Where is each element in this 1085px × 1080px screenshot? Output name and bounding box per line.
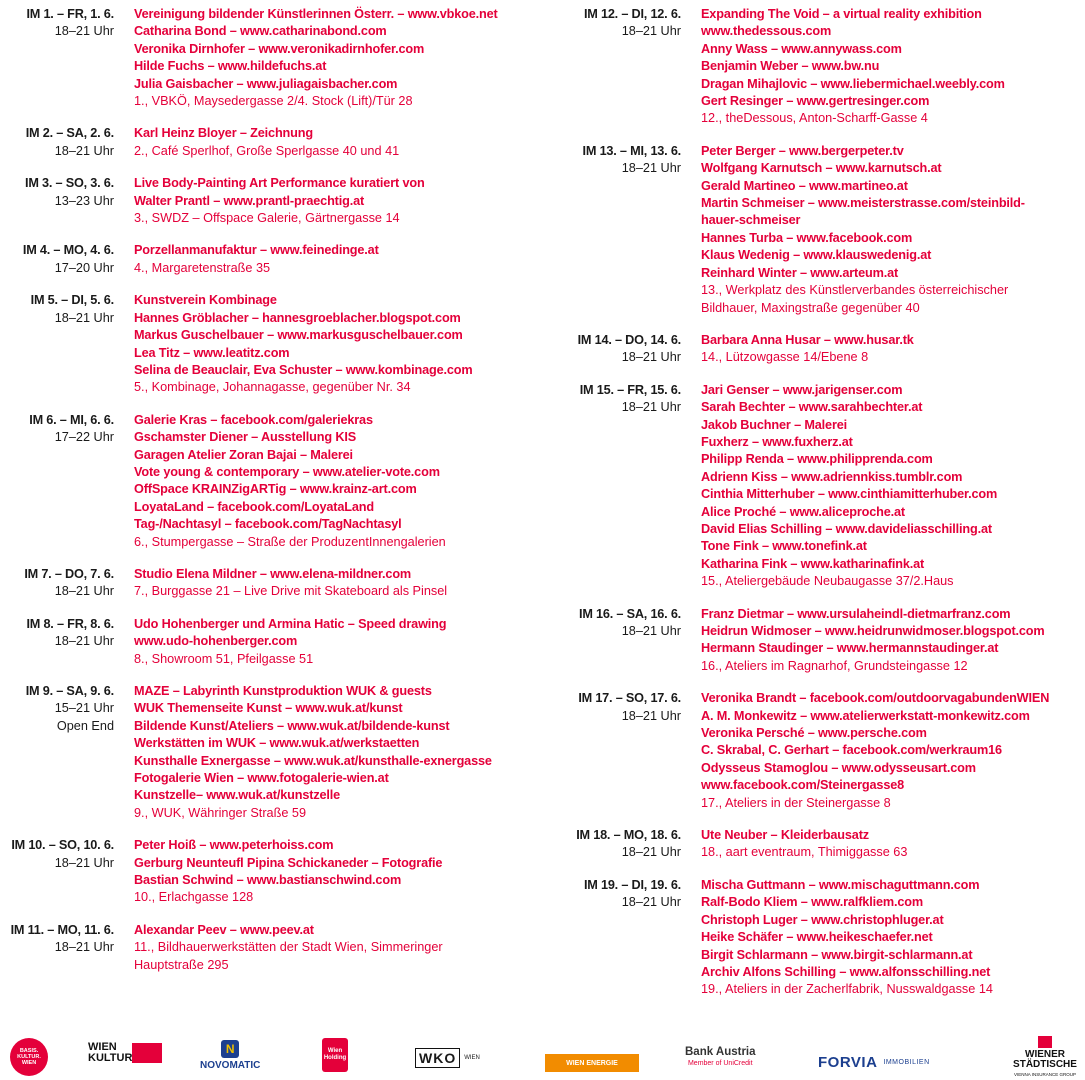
artist-line: Archiv Alfons Schilling – www.alfonsschilling.net — [701, 964, 991, 979]
artist-line: Garagen Atelier Zoran Bajai – Malerei — [134, 447, 353, 462]
event-time: 18–21 Uhr — [621, 400, 681, 415]
wien-kultur-logo: WIEN KULTUR — [88, 1042, 162, 1064]
event-date-block — [555, 877, 701, 999]
event-time: 18–21 Uhr — [621, 895, 681, 910]
artist-line: Veronika Dirnhofer – www.veronikadirnhofer.com — [134, 41, 425, 56]
artist-line: Katharina Fink – www.katharinafink.at — [701, 556, 925, 571]
artist-line: Sarah Bechter – www.sarahbechter.at — [701, 400, 923, 415]
artist-line: Gschamster Diener – Ausstellung KIS — [134, 430, 357, 445]
artist-line: Gert Resinger – www.gertresinger.com — [701, 94, 930, 109]
event-location: 3., SWDZ – Offspace Galerie, Gärtnergasse 14 — [134, 211, 400, 226]
event-date: IM 19. – DI, 19. 6. — [583, 877, 681, 892]
event-info — [701, 606, 1080, 676]
event-date-block — [0, 412, 134, 551]
wien-energie-logo: WIEN ENERGIE — [545, 1054, 639, 1072]
artist-line: Alice Proché – www.aliceproche.at — [701, 504, 906, 519]
event-date-block — [0, 6, 134, 110]
artist-line: www.thedessous.com — [701, 24, 832, 39]
event-time: 18–21 Uhr — [621, 24, 681, 39]
event-date-block — [0, 125, 134, 160]
event-location: 17., Ateliers in der Steinergasse 8 — [701, 795, 891, 810]
event-date-block — [0, 566, 134, 601]
event-date: IM 2. – SA, 2. 6. — [25, 126, 114, 141]
event-time: 18–21 Uhr — [54, 855, 114, 870]
artist-line: Benjamin Weber – www.bw.nu — [701, 59, 880, 74]
event-date: IM 1. – FR, 1. 6. — [26, 7, 114, 21]
artist-line: www.udo-hohenberger.com — [134, 634, 298, 649]
event-date: IM 7. – DO, 7. 6. — [24, 566, 114, 581]
event-location: Bildhauer, Maxingstraße gegenüber 40 — [701, 300, 920, 315]
event-date-block — [0, 683, 134, 822]
artist-line: MAZE – Labyrinth Kunstproduktion WUK & guests — [134, 684, 432, 698]
artist-line: Karl Heinz Bloyer – Zeichnung — [134, 126, 313, 141]
wiener-staedtische-shield-icon — [1038, 1036, 1052, 1048]
artist-line: Bildende Kunst/Ateliers – www.wuk.at/bildende-kunst — [134, 718, 450, 733]
event-date-block — [555, 827, 701, 862]
artist-line: Live Body-Painting Art Performance kuratiert von — [134, 176, 425, 191]
artist-line: Ralf-Bodo Kliem – www.ralfkliem.com — [701, 895, 923, 910]
event-date: IM 13. – MI, 13. 6. — [582, 143, 681, 158]
event-time-extra: Open End — [56, 718, 114, 733]
artist-line: Studio Elena Mildner – www.elena-mildner.com — [134, 566, 412, 581]
event-info — [134, 616, 535, 668]
novomatic-badge-icon: N — [221, 1040, 239, 1058]
artist-line: Dragan Mihajlovic – www.liebermichael.weebly.com — [701, 76, 1005, 91]
event-info — [701, 382, 1080, 591]
artist-line: Mischa Guttmann – www.mischaguttmann.com — [701, 877, 980, 892]
event-location: 14., Lützowgasse 14/Ebene 8 — [701, 350, 869, 365]
event-date: IM 9. – SA, 9. 6. — [25, 684, 114, 698]
event-info — [134, 837, 535, 907]
event-entry — [0, 616, 535, 668]
event-info — [134, 566, 535, 601]
artist-line: Galerie Kras – facebook.com/galeriekras — [134, 412, 373, 427]
artist-line: Veronika Brandt – facebook.com/outdoorvagabundenWIEN — [701, 691, 1050, 706]
event-time: 18–21 Uhr — [621, 161, 681, 176]
event-location: 6., Stumpergasse – Straße der ProduzentInnengalerien — [134, 534, 446, 549]
event-date: IM 3. – SO, 3. 6. — [25, 176, 114, 191]
artist-line: A. M. Monkewitz – www.atelierwerkstatt-monkewitz.com — [701, 708, 1030, 723]
event-date: IM 14. – DO, 14. 6. — [577, 332, 681, 347]
event-date-block — [0, 175, 134, 227]
artist-line: Vote young & contemporary – www.atelier-vote.com — [134, 464, 440, 479]
event-entry — [0, 566, 535, 601]
event-date-block — [555, 690, 701, 812]
artist-line: LoyataLand – facebook.com/LoyataLand — [134, 499, 374, 514]
artist-line: Udo Hohenberger und Armina Hatic – Speed drawing — [134, 616, 447, 631]
artist-line: Hannes Turba – www.facebook.com — [701, 230, 913, 245]
event-time: 17–20 Uhr — [54, 260, 114, 275]
event-info — [701, 332, 1080, 367]
bank-austria-logo: Bank Austria Member of UniCredit — [685, 1046, 756, 1067]
event-date: IM 16. – SA, 16. 6. — [579, 606, 681, 621]
event-date-block — [0, 616, 134, 668]
artist-line: Kunstzelle– www.wuk.at/kunstzelle — [134, 788, 341, 803]
event-time: 18–21 Uhr — [54, 143, 114, 158]
event-time: 18–21 Uhr — [54, 310, 114, 325]
event-time: 18–21 Uhr — [621, 845, 681, 860]
artist-line: Gerald Martineo – www.martineo.at — [701, 178, 908, 193]
artist-line: Peter Hoiß – www.peterhoiss.com — [134, 838, 334, 853]
artist-line: Gerburg Neunteufl Pipina Schickaneder – Fotografie — [134, 855, 443, 870]
event-entry — [0, 125, 535, 160]
event-entry — [555, 877, 1080, 999]
event-entry — [555, 6, 1080, 128]
artist-line: Hannes Gröblacher – hannesgroeblacher.blogspot.com — [134, 310, 461, 325]
event-date-block — [0, 837, 134, 907]
event-location: 2., Café Sperlhof, Große Sperlgasse 40 und 41 — [134, 143, 400, 158]
artist-line: Kunstverein Kombinage — [134, 293, 277, 308]
event-date-block — [555, 332, 701, 367]
event-time: 18–21 Uhr — [621, 350, 681, 365]
event-info — [701, 690, 1080, 812]
event-time: 18–21 Uhr — [621, 624, 681, 638]
event-date-block — [0, 242, 134, 277]
event-location: 15., Ateliergebäude Neubaugasse 37/2.Haus — [701, 574, 954, 589]
schedule-left-column — [0, 6, 535, 989]
event-info — [134, 292, 535, 396]
artist-line: Birgit Schlarmann – www.birgit-schlarmann.at — [701, 947, 973, 962]
artist-line: Expanding The Void – a virtual reality exhibition — [701, 7, 982, 21]
artist-line: Wolfgang Karnutsch – www.karnutsch.at — [701, 161, 942, 176]
event-date: IM 12. – DI, 12. 6. — [583, 7, 681, 21]
event-location: 18., aart eventraum, Thimiggasse 63 — [701, 845, 908, 860]
event-entry — [0, 292, 535, 396]
artist-line: Catharina Bond – www.catharinabond.com — [134, 24, 387, 39]
event-entry — [555, 332, 1080, 367]
artist-line: Hilde Fuchs – www.hildefuchs.at — [134, 59, 327, 74]
event-date: IM 17. – SO, 17. 6. — [578, 691, 681, 706]
artist-line: Vereinigung bildender Künstlerinnen Österr. – www.vbkoe.net — [134, 7, 498, 21]
event-location: 12., theDessous, Anton-Scharff-Gasse 4 — [701, 111, 928, 126]
event-date: IM 15. – FR, 15. 6. — [579, 382, 681, 397]
event-entry — [0, 683, 535, 822]
event-info — [701, 827, 1080, 862]
event-date: IM 8. – FR, 8. 6. — [26, 616, 114, 631]
artist-line: Barbara Anna Husar – www.husar.tk — [701, 332, 914, 347]
artist-line: Philipp Renda – www.philipprenda.com — [701, 452, 933, 467]
artist-line: Christoph Luger – www.christophluger.at — [701, 912, 944, 927]
event-info — [134, 412, 535, 551]
event-time: 13–23 Uhr — [54, 193, 114, 208]
event-location: 13., Werkplatz des Künstlerverbandes österreichischer — [701, 283, 1009, 298]
artist-line: Heidrun Widmoser – www.heidrunwidmoser.blogspot.com — [701, 624, 1045, 638]
artist-line: Porzellanmanufaktur – www.feinedinge.at — [134, 243, 379, 258]
artist-line: Kunsthalle Exnergasse – www.wuk.at/kunsthalle-exnergasse — [134, 753, 492, 768]
artist-line: Ute Neuber – Kleiderbausatz — [701, 828, 869, 843]
artist-line: Anny Wass – www.annywass.com — [701, 41, 902, 56]
event-entry — [0, 837, 535, 907]
event-entry — [555, 143, 1080, 317]
event-location: 9., WUK, Währinger Straße 59 — [134, 805, 307, 820]
event-date: IM 4. – MO, 4. 6. — [22, 243, 114, 258]
event-info — [134, 6, 535, 110]
event-date-block — [555, 606, 701, 676]
artist-line: C. Skrabal, C. Gerhart – facebook.com/werkraum16 — [701, 743, 1002, 758]
event-date-block — [0, 292, 134, 396]
artist-line: Hermann Staudinger – www.hermannstaudinger.at — [701, 641, 999, 656]
event-location: 11., Bildhauerwerkstätten der Stadt Wien, Simmeringer — [134, 940, 443, 955]
artist-line: Heike Schäfer – www.heikeschaefer.net — [701, 930, 933, 945]
artist-line: WUK Themenseite Kunst – www.wuk.at/kunst — [134, 701, 403, 716]
event-info — [701, 143, 1080, 317]
artist-line: Reinhard Winter – www.arteum.at — [701, 265, 899, 280]
artist-line: Veronika Persché – www.persche.com — [701, 726, 927, 741]
artist-line: Julia Gaisbacher – www.juliagaisbacher.com — [134, 76, 398, 91]
artist-line: Klaus Wedenig – www.klauswedenig.at — [701, 248, 932, 263]
event-entry — [0, 412, 535, 551]
wko-logo: WKO WIEN — [415, 1048, 480, 1068]
event-time: 18–21 Uhr — [54, 24, 114, 39]
event-location: 10., Erlachgasse 128 — [134, 890, 254, 905]
event-date-block — [555, 143, 701, 317]
artist-line: OffSpace KRAINZigARTig – www.krainz-art.com — [134, 482, 417, 497]
artist-line: Odysseus Stamoglou – www.odysseusart.com — [701, 760, 976, 775]
event-location: 5., Kombinage, Johannagasse, gegenüber Nr. 34 — [134, 380, 411, 395]
artist-line: Fuxherz – www.fuxherz.at — [701, 434, 853, 449]
event-date-block — [0, 922, 134, 974]
event-time: 18–21 Uhr — [54, 940, 114, 955]
artist-line: David Elias Schilling – www.davideliasschilling.at — [701, 521, 992, 536]
event-location: Hauptstraße 295 — [134, 957, 229, 972]
event-entry — [555, 827, 1080, 862]
event-date: IM 18. – MO, 18. 6. — [576, 828, 681, 843]
event-info — [701, 6, 1080, 128]
artist-line: Tag-/Nachtasyl – facebook.com/TagNachtasyl — [134, 517, 402, 532]
artist-line: Lea Titz – www.leatitz.com — [134, 345, 290, 360]
event-info — [134, 922, 535, 974]
artist-line: Martin Schmeiser – www.meisterstrasse.com/steinbild- — [701, 196, 1025, 211]
event-time: 18–21 Uhr — [621, 708, 681, 723]
event-location: 16., Ateliers im Ragnarhof, Grundsteingasse 12 — [701, 658, 968, 673]
artist-line: Franz Dietmar – www.ursulaheindl-dietmarfranz.com — [701, 606, 1011, 621]
event-entry — [0, 175, 535, 227]
artist-line: hauer-schmeiser — [701, 213, 801, 228]
event-date: IM 11. – MO, 11. 6. — [10, 922, 114, 937]
wien-holding-logo: Wien Holding — [322, 1038, 348, 1072]
artist-line: Werkstätten im WUK – www.wuk.at/werkstaetten — [134, 736, 420, 751]
forvia-logo: FORVIA IMMOBILIEN — [818, 1054, 930, 1071]
event-time: 18–21 Uhr — [54, 634, 114, 649]
novomatic-logo: N NOVOMATIC — [200, 1042, 261, 1071]
artist-line: www.facebook.com/Steinergasse8 — [701, 778, 905, 793]
basis-kultur-wien-logo: BASIS. KULTUR. WIEN — [10, 1038, 48, 1076]
artist-line: Fotogalerie Wien – www.fotogalerie-wien.at — [134, 771, 389, 786]
event-date: IM 6. – MI, 6. 6. — [29, 412, 114, 427]
event-location: 19., Ateliers in der Zacherlfabrik, Nusswaldgasse 14 — [701, 982, 993, 997]
artist-line: Cinthia Mitterhuber – www.cinthiamitterhuber.com — [701, 487, 998, 502]
artist-line: Jakob Buchner – Malerei — [701, 417, 848, 432]
event-entry — [0, 922, 535, 974]
event-info — [701, 877, 1080, 999]
event-time: 18–21 Uhr — [54, 584, 114, 599]
event-entry — [555, 690, 1080, 812]
artist-line: Jari Genser – www.jarigenser.com — [701, 382, 903, 397]
artist-line: Adrienn Kiss – www.adriennkiss.tumblr.com — [701, 469, 963, 484]
event-time: 15–21 Uhr — [54, 701, 114, 716]
event-date-block — [555, 6, 701, 128]
wien-kultur-mark-icon — [132, 1043, 162, 1063]
sponsor-bar — [0, 1030, 1085, 1080]
artist-line: Walter Prantl – www.prantl-praechtig.at — [134, 193, 365, 208]
event-location: 7., Burggasse 21 – Live Drive mit Skateboard als Pinsel — [134, 584, 448, 599]
artist-line: Peter Berger – www.bergerpeter.tv — [701, 143, 904, 158]
artist-line: Markus Guschelbauer – www.markusguschelbauer.com — [134, 328, 463, 343]
wiener-staedtische-logo: WIENER STÄDTISCHE VIENNA INSURANCE GROUP — [1010, 1036, 1080, 1080]
event-info — [134, 242, 535, 277]
schedule-right-column — [555, 6, 1080, 1014]
event-date: IM 10. – SO, 10. 6. — [11, 838, 114, 853]
artist-line: Tone Fink – www.tonefink.at — [701, 539, 867, 554]
event-entry — [555, 606, 1080, 676]
event-entry — [555, 382, 1080, 591]
event-location: 8., Showroom 51, Pfeilgasse 51 — [134, 651, 314, 666]
event-info — [134, 683, 535, 822]
event-date: IM 5. – DI, 5. 6. — [30, 293, 114, 308]
event-entry — [0, 6, 535, 110]
event-date-block — [555, 382, 701, 591]
event-info — [134, 125, 535, 160]
artist-line: Alexandar Peev – www.peev.at — [134, 922, 314, 937]
event-entry — [0, 242, 535, 277]
event-time: 17–22 Uhr — [54, 430, 114, 445]
event-location: 1., VBKÖ, Maysedergasse 2/4. Stock (Lift)/Tür 28 — [134, 94, 413, 109]
artist-line: Selina de Beauclair, Eva Schuster – www.kombinage.com — [134, 362, 473, 377]
event-location: 4., Margaretenstraße 35 — [134, 260, 271, 275]
artist-line: Bastian Schwind – www.bastianschwind.com — [134, 873, 402, 888]
event-info — [134, 175, 535, 227]
